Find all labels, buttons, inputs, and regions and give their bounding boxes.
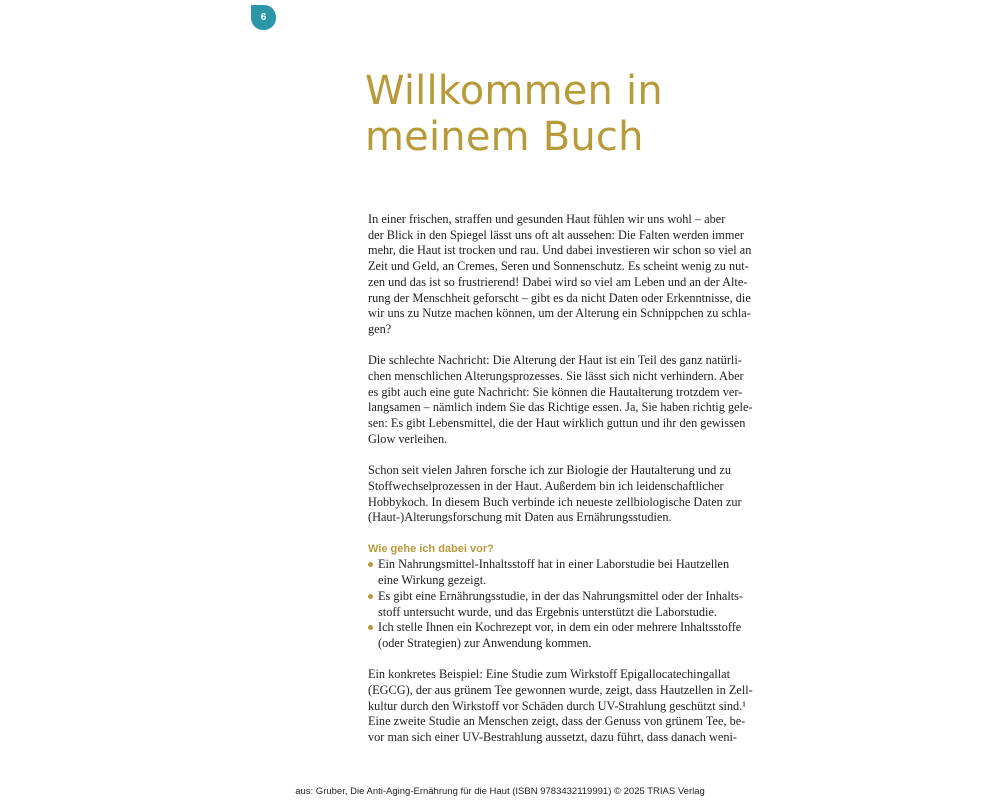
list-item bbox=[368, 620, 768, 651]
text-line: kultur durch den Wirkstoff vor Schäden durch UV-Strahlung geschützt sind.¹ bbox=[368, 698, 746, 713]
title-line: Willkommen in bbox=[365, 68, 663, 114]
text-line: vor man sich einer UV-Bestrahlung aussetzt, dazu führt, dass danach weni- bbox=[368, 730, 738, 745]
text-line: Die schlechte Nachricht: Die Alterung der Haut ist ein Teil des ganz natürli- bbox=[368, 353, 742, 368]
text-line: zen und das ist so frustrierend! Dabei wird so viel am Leben und an der Alte- bbox=[368, 274, 748, 289]
page-number: 6 bbox=[260, 12, 267, 23]
body-text bbox=[368, 212, 768, 762]
paragraph-example bbox=[368, 667, 768, 746]
text-line: gen? bbox=[368, 321, 392, 336]
text-line: (Haut-)Alterungsforschung mit Daten aus Ernährungsstudien. bbox=[368, 510, 672, 525]
text-line: Ich stelle Ihnen ein Kochrezept vor, in dem ein oder mehrere Inhaltsstoffe bbox=[378, 620, 742, 635]
paragraph-research bbox=[368, 463, 768, 526]
paragraph-bad-news bbox=[368, 353, 768, 447]
list-item bbox=[368, 589, 768, 620]
text-line: langsamen – nämlich indem Sie das Richtige essen. Ja, Sie haben richtig gele- bbox=[368, 400, 753, 415]
text-line: Zeit und Geld, an Cremes, Seren und Sonnenschutz. Es scheint wenig zu nut- bbox=[368, 259, 749, 274]
text-line: Stoffwechselprozessen in der Haut. Außerdem bin ich leidenschaftlicher bbox=[368, 478, 724, 493]
text-line: Schon seit vielen Jahren forsche ich zur Biologie der Hautalterung und zu bbox=[368, 463, 731, 478]
text-line: Ein konkretes Beispiel: Eine Studie zum Wirkstoff Epigallocatechingallat bbox=[368, 667, 731, 682]
bullet-icon bbox=[368, 594, 373, 599]
text-line: es gibt auch eine gute Nachricht: Sie können die Hautalterung trotzdem ver- bbox=[368, 384, 743, 399]
section-subheading: Wie gehe ich dabei vor? bbox=[368, 542, 494, 555]
text-line: der Blick in den Spiegel lässt uns oft alt aussehen: Die Falten werden immer bbox=[368, 227, 744, 242]
source-footer: aus: Gruber, Die Anti-Aging-Ernährung für die Haut (ISBN 9783432119991) © 2025 TRIAS Verlag bbox=[295, 786, 705, 797]
text-line: rung der Menschheit geforscht – gibt es da nicht Daten oder Erkenntnisse, die bbox=[368, 290, 751, 305]
text-line: In einer frischen, straffen und gesunden Haut fühlen wir uns wohl – aber bbox=[368, 212, 726, 226]
text-line: stoff untersucht wurde, und das Ergebnis unterstützt die Laborstudie. bbox=[378, 604, 718, 619]
text-line: (oder Strategien) zur Anwendung kommen. bbox=[378, 635, 592, 650]
text-line: mehr, die Haut ist trocken und rau. Und dabei investieren wir schon so viel an bbox=[368, 243, 752, 258]
method-list bbox=[368, 557, 768, 651]
text-line: Hobbykoch. In diesem Buch verbinde ich neueste zellbiologische Daten zur bbox=[368, 494, 742, 509]
text-line: chen menschlichen Alterungsprozesses. Sie lässt sich nicht verhindern. Aber bbox=[368, 369, 744, 384]
text-line: (EGCG), der aus grünem Tee gewonnen wurde, zeigt, dass Hautzellen in Zell- bbox=[368, 683, 753, 698]
list-item bbox=[368, 557, 768, 588]
page-number-badge bbox=[251, 5, 276, 30]
paragraph-intro bbox=[368, 212, 768, 338]
bullet-icon bbox=[368, 625, 373, 630]
text-line: sen: Es gibt Lebensmittel, die der Haut wirklich guttun und ihr den gewissen bbox=[368, 416, 746, 431]
title-line: meinem Buch bbox=[365, 114, 644, 160]
text-line: Es gibt eine Ernährungsstudie, in der das Nahrungsmittel oder der Inhalts- bbox=[378, 588, 744, 603]
text-line: Eine zweite Studie an Menschen zeigt, dass der Genuss von grünem Tee, be- bbox=[368, 714, 746, 729]
text-line: wir uns zu Nutze machen können, um der Alterung ein Schnippchen zu schla- bbox=[368, 306, 751, 321]
bullet-icon bbox=[368, 562, 373, 567]
text-line: eine Wirkung gezeigt. bbox=[378, 573, 487, 588]
text-line: Ein Nahrungsmittel-Inhaltsstoff hat in einer Laborstudie bei Hautzellen bbox=[378, 557, 730, 572]
text-line: Glow verleihen. bbox=[368, 431, 448, 446]
page-title bbox=[365, 68, 785, 160]
